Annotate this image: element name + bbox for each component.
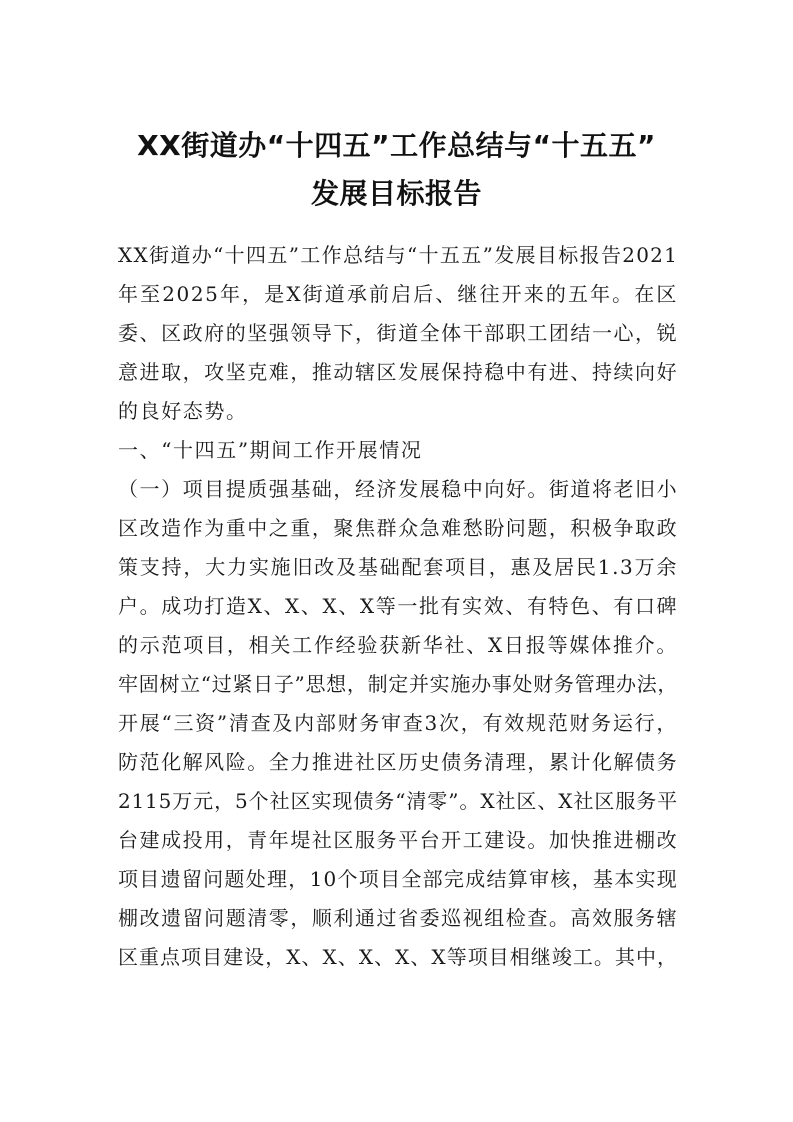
body-line: XX街道办“十四五”工作总结与“十五五”发展目标报告2021 — [118, 243, 678, 267]
body-line: 的良好态势。 — [118, 399, 248, 423]
body-line: 牢固树立“过紧日子”思想，制定并实施办事处财务管理办法， — [118, 672, 678, 696]
body-line: 台建成投用，青年堤社区服务平台开工建设。加快推进棚改 — [118, 828, 678, 852]
body-line: （一）项目提质强基础，经济发展稳中向好。街道将老旧小 — [118, 477, 678, 501]
body-line: 防范化解风险。全力推进社区历史债务清理，累计化解债务 — [118, 750, 678, 774]
body-line: 区重点项目建设，X、X、X、X、X等项目相继竣工。其中， — [118, 945, 678, 969]
body-line: 年至2025年，是X街道承前启后、继往开来的五年。在区 — [118, 282, 678, 306]
body-line: 开展“三资”清查及内部财务审查3次，有效规范财务运行， — [118, 711, 678, 735]
body-line: 2115万元，5个社区实现债务“清零”。X社区、X社区服务平 — [118, 789, 678, 813]
body-line: 意进取，攻坚克难，推动辖区发展保持稳中有进、持续向好 — [118, 360, 678, 384]
body-line: 策支持，大力实施旧改及基础配套项目，惠及居民1.3万余 — [118, 555, 678, 579]
body-line: 棚改遗留问题清零，顺利通过省委巡视组检查。高效服务辖 — [118, 906, 678, 930]
document-title-line-2: 发展目标报告 — [310, 177, 482, 210]
document-body — [118, 236, 678, 977]
document-title-line-1: XX街道办“十四五”工作总结与“十五五” — [137, 129, 656, 162]
body-line: 的示范项目，相关工作经验获新华社、X日报等媒体推介。 — [118, 633, 678, 657]
body-line: 户。成功打造X、X、X、X等一批有实效、有特色、有口碑 — [118, 594, 679, 618]
body-line: 委、区政府的坚强领导下，街道全体干部职工团结一心，锐 — [118, 321, 678, 345]
body-line: 区改造作为重中之重，聚焦群众急难愁盼问题，积极争取政 — [118, 516, 678, 540]
section-heading: 一、“十四五”期间工作开展情况 — [118, 438, 423, 462]
body-line: 项目遗留问题处理，10个项目全部完成结算审核，基本实现 — [118, 867, 678, 891]
